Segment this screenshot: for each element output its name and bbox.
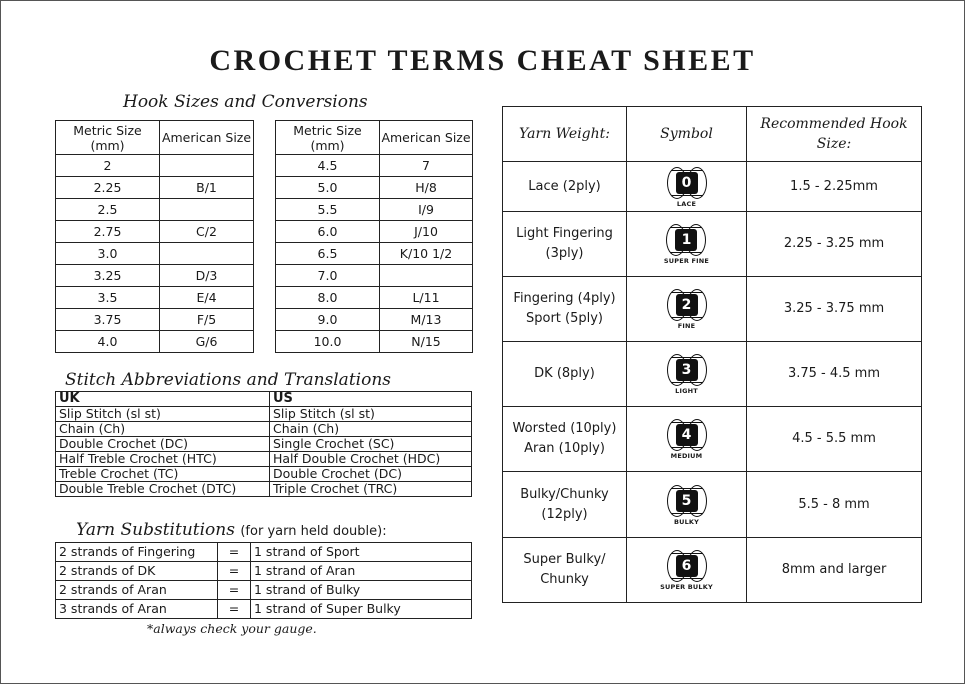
metric-size-cell: 4.0: [56, 331, 160, 353]
equals-cell: =: [218, 581, 251, 600]
american-size-cell: B/1: [160, 177, 254, 199]
american-size-cell: D/3: [160, 265, 254, 287]
american-size-cell: I/9: [380, 199, 473, 221]
substitution-from-cell: 3 strands of Aran: [56, 600, 218, 619]
column-gap: [254, 199, 276, 221]
metric-size-cell: 6.5: [276, 243, 380, 265]
column-gap: [254, 177, 276, 199]
metric-size-cell: 2: [56, 155, 160, 177]
american-size-cell: [380, 265, 473, 287]
skein-strand: [671, 447, 703, 448]
skein-strand: [671, 195, 703, 196]
hook-size-row: [56, 309, 473, 331]
stitch-row: [56, 422, 472, 437]
yarn-weight-row: [503, 162, 922, 212]
skein-strand: [670, 227, 702, 228]
substitution-heading: Yarn Substitutions: [76, 520, 235, 540]
substitution-to-cell: 1 strand of Super Bulky: [251, 600, 472, 619]
weight-category-label: SUPER FINE: [663, 257, 710, 265]
hook-size-row: [56, 287, 473, 309]
skein-graphic: [664, 223, 708, 257]
yarn-weight-icon: [665, 484, 709, 526]
weight-number-badge: 0: [676, 172, 698, 194]
us-header: US: [270, 392, 472, 407]
yarn-weight-header: Yarn Weight:: [503, 107, 627, 162]
yarn-weight-cell: Fingering (4ply) Sport (5ply): [503, 277, 627, 342]
american-size-cell: 7: [380, 155, 473, 177]
us-term-cell: Half Double Crochet (HDC): [270, 452, 472, 467]
yarn-weight-icon: [665, 166, 709, 208]
skein-graphic: [665, 288, 709, 322]
american-size-cell: [160, 155, 254, 177]
hook-size-row: [56, 199, 473, 221]
uk-term-cell: Slip Stitch (sl st): [56, 407, 270, 422]
uk-header: UK: [56, 392, 270, 407]
american-header: American Size: [160, 121, 254, 155]
metric-size-cell: 5.5: [276, 199, 380, 221]
symbol-header: Symbol: [627, 107, 747, 162]
uk-term-cell: Treble Crochet (TC): [56, 467, 270, 482]
yarn-weight-cell: Bulky/Chunky (12ply): [503, 472, 627, 538]
column-gap: [254, 243, 276, 265]
yarn-weight-icon: [665, 418, 709, 460]
yarn-weight-cell: Super Bulky/ Chunky: [503, 538, 627, 603]
gauge-note: *always check your gauge.: [147, 621, 317, 636]
symbol-cell: [627, 212, 747, 277]
substitution-from-cell: 2 strands of Fingering: [56, 543, 218, 562]
page-title: CROCHET TERMS CHEAT SHEET: [209, 44, 756, 77]
metric-size-cell: 10.0: [276, 331, 380, 353]
weight-number-badge: 6: [676, 555, 698, 577]
metric-size-cell: 2.25: [56, 177, 160, 199]
substitution-row: [56, 543, 472, 562]
recommended-hook-cell: 4.5 - 5.5 mm: [747, 407, 922, 472]
substitution-heading-line: [76, 520, 387, 540]
american-header: American Size: [380, 121, 473, 155]
uk-term-cell: Half Treble Crochet (HTC): [56, 452, 270, 467]
equals-cell: =: [218, 600, 251, 619]
substitution-from-cell: 2 strands of DK: [56, 562, 218, 581]
american-size-cell: [160, 243, 254, 265]
stitch-table: [55, 391, 472, 497]
yarn-weight-row: [503, 538, 922, 603]
symbol-cell: [627, 407, 747, 472]
weight-number-badge: 4: [676, 424, 698, 446]
american-size-cell: J/10: [380, 221, 473, 243]
metric-size-cell: 3.0: [56, 243, 160, 265]
american-size-cell: F/5: [160, 309, 254, 331]
skein-strand: [671, 488, 703, 489]
stitch-heading: Stitch Abbreviations and Translations: [65, 370, 391, 390]
weight-category-label: LACE: [676, 199, 697, 208]
metric-size-cell: 4.5: [276, 155, 380, 177]
american-size-cell: N/15: [380, 331, 473, 353]
metric-size-cell: 2.75: [56, 221, 160, 243]
recommended-hook-cell: 1.5 - 2.25mm: [747, 162, 922, 212]
weight-number-badge: 2: [676, 294, 698, 316]
hook-sizes-heading: Hook Sizes and Conversions: [123, 92, 368, 112]
skein-graphic: [665, 353, 709, 387]
yarn-weight-cell: Light Fingering (3ply): [503, 212, 627, 277]
metric-size-cell: 5.0: [276, 177, 380, 199]
metric-size-cell: 2.5: [56, 199, 160, 221]
recommended-hook-cell: 2.25 - 3.25 mm: [747, 212, 922, 277]
skein-strand: [671, 317, 703, 318]
hook-size-row: [56, 177, 473, 199]
symbol-cell: [627, 277, 747, 342]
hook-size-row: [56, 243, 473, 265]
substitution-to-cell: 1 strand of Aran: [251, 562, 472, 581]
column-gap: [254, 287, 276, 309]
yarn-weight-row: [503, 212, 922, 277]
substitution-row: [56, 581, 472, 600]
column-gap: [254, 121, 276, 155]
yarn-weight-table: [502, 106, 922, 603]
column-gap: [254, 331, 276, 353]
column-gap: [254, 309, 276, 331]
weight-category-label: LIGHT: [675, 387, 698, 395]
skein-strand: [671, 578, 703, 579]
skein-strand: [671, 422, 703, 423]
recommended-hook-cell: 5.5 - 8 mm: [747, 472, 922, 538]
recommended-hook-cell: 8mm and larger: [747, 538, 922, 603]
recommended-hook-header: Recommended Hook Size:: [747, 107, 922, 162]
equals-cell: =: [218, 562, 251, 581]
symbol-cell: [627, 162, 747, 212]
substitution-to-cell: 1 strand of Sport: [251, 543, 472, 562]
stitch-row: [56, 437, 472, 452]
uk-term-cell: Chain (Ch): [56, 422, 270, 437]
metric-size-cell: 7.0: [276, 265, 380, 287]
column-gap: [254, 265, 276, 287]
hook-header-row: [56, 121, 473, 155]
hook-size-row: [56, 265, 473, 287]
substitution-from-cell: 2 strands of Aran: [56, 581, 218, 600]
symbol-cell: [627, 538, 747, 603]
recommended-hook-cell: 3.75 - 4.5 mm: [747, 342, 922, 407]
american-size-cell: H/8: [380, 177, 473, 199]
metric-size-cell: 8.0: [276, 287, 380, 309]
yarn-header-row: [503, 107, 922, 162]
weight-category-label: SUPER BULKY: [660, 583, 713, 591]
metric-size-cell: 3.75: [56, 309, 160, 331]
us-term-cell: Slip Stitch (sl st): [270, 407, 472, 422]
skein-strand: [671, 382, 703, 383]
yarn-weight-icon: [660, 549, 713, 591]
skein-strand: [671, 513, 703, 514]
substitution-row: [56, 562, 472, 581]
weight-category-label: MEDIUM: [670, 452, 703, 460]
yarn-weight-row: [503, 407, 922, 472]
skein-strand: [670, 252, 702, 253]
us-term-cell: Triple Crochet (TRC): [270, 482, 472, 497]
uk-term-cell: Double Treble Crochet (DTC): [56, 482, 270, 497]
substitution-table: [55, 542, 472, 619]
american-size-cell: L/11: [380, 287, 473, 309]
weight-number-badge: 1: [675, 229, 697, 251]
us-term-cell: Chain (Ch): [270, 422, 472, 437]
hook-size-row: [56, 155, 473, 177]
american-size-cell: G/6: [160, 331, 254, 353]
skein-strand: [671, 357, 703, 358]
us-term-cell: Single Crochet (SC): [270, 437, 472, 452]
yarn-weight-icon: [665, 288, 709, 330]
substitution-subheading: (for yarn held double):: [240, 524, 387, 539]
yarn-weight-icon: [664, 223, 709, 265]
skein-graphic: [665, 549, 709, 583]
skein-strand: [671, 292, 703, 293]
weight-category-label: BULKY: [673, 517, 700, 526]
recommended-hook-cell: 3.25 - 3.75 mm: [747, 277, 922, 342]
skein-strand: [671, 553, 703, 554]
metric-header: Metric Size (mm): [56, 121, 160, 155]
american-size-cell: E/4: [160, 287, 254, 309]
weight-number-badge: 5: [676, 490, 698, 512]
substitution-row: [56, 600, 472, 619]
symbol-cell: [627, 472, 747, 538]
skein-graphic: [665, 166, 709, 200]
weight-category-label: FINE: [677, 322, 696, 330]
american-size-cell: K/10 1/2: [380, 243, 473, 265]
metric-header: Metric Size (mm): [276, 121, 380, 155]
yarn-weight-cell: Worsted (10ply) Aran (10ply): [503, 407, 627, 472]
stitch-row: [56, 467, 472, 482]
skein-graphic: [665, 484, 709, 518]
metric-size-cell: 6.0: [276, 221, 380, 243]
metric-size-cell: 9.0: [276, 309, 380, 331]
yarn-weight-row: [503, 342, 922, 407]
yarn-weight-cell: DK (8ply): [503, 342, 627, 407]
symbol-cell: [627, 342, 747, 407]
uk-term-cell: Double Crochet (DC): [56, 437, 270, 452]
stitch-header-row: [56, 392, 472, 407]
equals-cell: =: [218, 543, 251, 562]
yarn-weight-cell: Lace (2ply): [503, 162, 627, 212]
yarn-weight-icon: [665, 353, 709, 395]
metric-size-cell: 3.5: [56, 287, 160, 309]
hook-size-row: [56, 221, 473, 243]
column-gap: [254, 155, 276, 177]
skein-strand: [671, 170, 703, 171]
stitch-row: [56, 452, 472, 467]
us-term-cell: Double Crochet (DC): [270, 467, 472, 482]
column-gap: [254, 221, 276, 243]
american-size-cell: M/13: [380, 309, 473, 331]
hook-size-row: [56, 331, 473, 353]
substitution-to-cell: 1 strand of Bulky: [251, 581, 472, 600]
weight-number-badge: 3: [676, 359, 698, 381]
yarn-weight-row: [503, 472, 922, 538]
yarn-weight-row: [503, 277, 922, 342]
american-size-cell: [160, 199, 254, 221]
hook-sizes-table: [55, 120, 473, 353]
metric-size-cell: 3.25: [56, 265, 160, 287]
stitch-row: [56, 407, 472, 422]
skein-graphic: [665, 418, 709, 452]
stitch-row: [56, 482, 472, 497]
american-size-cell: C/2: [160, 221, 254, 243]
